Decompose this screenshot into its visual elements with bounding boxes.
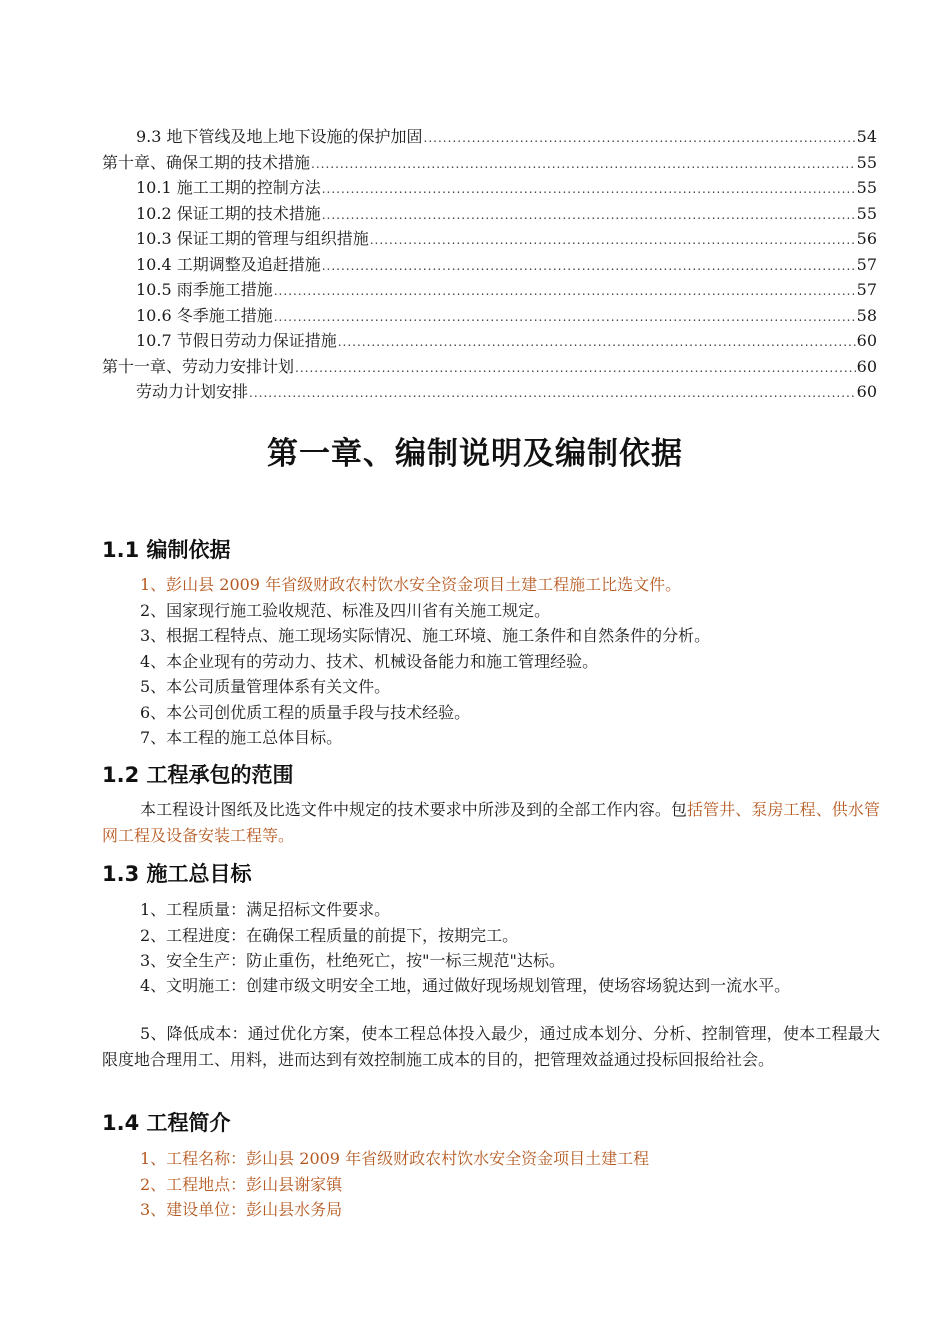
toc-dot-leader <box>424 126 856 152</box>
list-item: 3、根据工程特点、施工现场实际情况、施工环境、施工条件和自然条件的分析。 <box>140 626 711 645</box>
toc-dot-leader <box>322 177 856 203</box>
scope-text: 本工程设计图纸及比选文件中规定的技术要求中所涉及到的全部工作内容。包 <box>140 800 687 819</box>
toc-entry-title: 10.6 冬季施工措施 <box>136 305 273 325</box>
toc-page-number: 58 <box>856 305 877 325</box>
list-item: 1、彭山县 2009 年省级财政农村饮水安全资金项目土建工程施工比选文件。 <box>140 575 682 594</box>
list-item: 2、国家现行施工验收规范、标准及四川省有关施工规定。 <box>140 600 551 620</box>
list-item: 7、本工程的施工总体目标。 <box>140 728 343 747</box>
toc-entry[interactable] <box>102 303 877 329</box>
toc-dot-leader <box>249 381 856 407</box>
list-item: 2、工程地点：彭山县谢家镇 <box>140 1174 343 1194</box>
toc-entry[interactable] <box>102 379 877 405</box>
section-heading-1-3: 1.3 施工总目标 <box>102 862 252 886</box>
toc-page-number: 55 <box>856 203 877 223</box>
table-of-contents <box>102 124 877 405</box>
toc-dot-leader <box>274 305 856 331</box>
toc-entry-title: 第十章、确保工期的技术措施 <box>102 152 311 172</box>
toc-entry[interactable] <box>102 201 877 227</box>
toc-entry-title: 10.1 施工工期的控制方法 <box>136 178 321 197</box>
list-item: 1、工程名称：彭山县 2009 年省级财政农村饮水安全资金项目土建工程 <box>140 1149 650 1168</box>
toc-entry[interactable] <box>102 175 877 201</box>
chapter-title: 第一章、编制说明及编制依据 <box>267 436 683 472</box>
goal-paragraph-5: 5、降低成本：通过优化方案，使本工程总体投入最少，通过成本划分、分析、控制管理，使本工程最大限度地合理用工、用料，进而达到有效控制施工成本的目的，把管理效益通过投标回报给社会。 <box>102 1024 880 1069</box>
toc-dot-leader <box>338 330 856 356</box>
toc-page-number: 54 <box>856 127 877 146</box>
toc-dot-leader <box>274 279 856 305</box>
project-info-list <box>102 1146 882 1223</box>
toc-entry-title: 10.4 工期调整及追赶措施 <box>136 254 321 274</box>
toc-page-number: 56 <box>856 229 877 248</box>
section-heading-1-4: 1.4 工程简介 <box>102 1111 231 1135</box>
toc-entry[interactable] <box>102 252 877 278</box>
list-item: 2、工程进度：在确保工程质量的前提下，按期完工。 <box>140 925 519 945</box>
toc-entry-title: 10.3 保证工期的管理与组织措施 <box>136 229 369 248</box>
toc-entry[interactable] <box>102 354 877 380</box>
toc-entry[interactable] <box>102 150 877 176</box>
toc-page-number: 60 <box>856 356 877 376</box>
toc-entry[interactable] <box>102 277 877 303</box>
scope-text-highlight: 括管井、泵房工程、供水管网工程及设备安装工程等。 <box>102 800 880 845</box>
toc-entry-title: 劳动力计划安排 <box>136 382 249 401</box>
toc-page-number: 57 <box>856 254 877 274</box>
toc-entry-title: 10.7 节假日劳动力保证措施 <box>136 331 337 350</box>
goals-list <box>102 897 882 974</box>
toc-dot-leader <box>295 356 856 382</box>
list-item: 3、安全生产：防止重伤，杜绝死亡，按"一标三规范"达标。 <box>140 951 565 970</box>
toc-entry-title: 10.5 雨季施工措施 <box>136 280 273 299</box>
toc-page-number: 60 <box>856 382 877 401</box>
toc-entry-title: 9.3 地下管线及地上地下设施的保护加固 <box>136 127 423 146</box>
toc-dot-leader <box>311 152 856 178</box>
toc-entry[interactable] <box>102 124 877 150</box>
section-heading-1-1: 1.1 编制依据 <box>102 538 231 562</box>
list-item: 1、工程质量：满足招标文件要求。 <box>140 900 391 919</box>
section-heading-1-2: 1.2 工程承包的范围 <box>102 763 294 787</box>
toc-dot-leader <box>322 254 856 280</box>
toc-page-number: 55 <box>856 178 877 197</box>
toc-page-number: 60 <box>856 331 877 350</box>
toc-entry-title: 10.2 保证工期的技术措施 <box>136 203 321 223</box>
list-item: 4、本企业现有的劳动力、技术、机械设备能力和施工管理经验。 <box>140 651 599 671</box>
toc-page-number: 57 <box>856 280 877 299</box>
list-item: 3、建设单位：彭山县水务局 <box>140 1200 343 1219</box>
toc-entry-title: 第十一章、劳动力安排计划 <box>102 356 295 376</box>
goal-paragraph-4: 4、文明施工：创建市级文明安全工地，通过做好现场规划管理，使场容场貌达到一流水平。 <box>140 976 791 995</box>
toc-entry[interactable] <box>102 328 877 354</box>
list-item: 5、本公司质量管理体系有关文件。 <box>140 677 391 696</box>
toc-dot-leader <box>322 203 856 229</box>
toc-page-number: 55 <box>856 152 877 172</box>
list-item: 6、本公司创优质工程的质量手段与技术经验。 <box>140 702 471 722</box>
toc-dot-leader <box>370 228 856 254</box>
scope-paragraph <box>102 797 880 848</box>
basis-list <box>102 572 882 751</box>
toc-entry[interactable] <box>102 226 877 252</box>
